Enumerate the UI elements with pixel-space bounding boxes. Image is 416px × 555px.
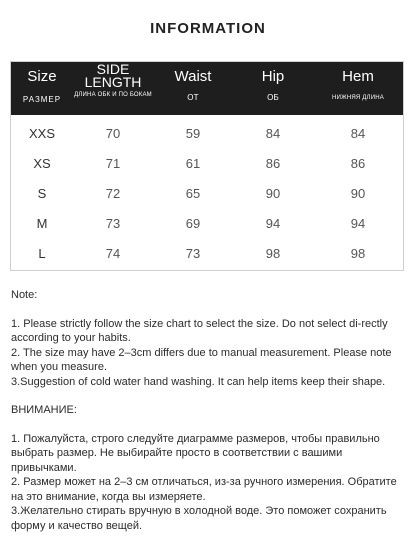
note-item-en: 2. The size may have 2–3cm differs due to manual measurement. Please note when you measure. bbox=[11, 346, 392, 373]
cell-size: XXS bbox=[28, 126, 55, 141]
note-item-ru: 1. Пожалуйста, строго следуйте диаграмме размеров, чтобы правильно выбрать размер. Не выбирайте просто в соответствии с вашими привычками. bbox=[11, 432, 380, 474]
cell-hip: 84 bbox=[265, 126, 281, 141]
note-item-en: 3.Suggestion of cold water hand washing. It can help items keep their shape. bbox=[11, 375, 386, 388]
cell-size: L bbox=[38, 246, 46, 261]
note-heading-en: Note: bbox=[11, 289, 38, 301]
cell-waist: 73 bbox=[185, 246, 201, 261]
header-side-length: SIDE LENGTH ДЛИНА ОБК И ПО БОКАМ bbox=[74, 61, 152, 98]
cell-hip: 94 bbox=[265, 216, 281, 231]
table-row bbox=[11, 180, 403, 207]
page-title: INFORMATION bbox=[150, 20, 266, 37]
notes-section bbox=[11, 288, 409, 533]
cell-side-length: 70 bbox=[105, 126, 121, 141]
note-item-en: 1. Please strictly follow the size chart to select the size. Do not select di-rectly according to your habits. bbox=[11, 317, 388, 344]
header-hip: Hip ОБ bbox=[261, 68, 285, 102]
cell-size: S bbox=[37, 186, 47, 201]
note-item-ru: 2. Размер может на 2–3 см отличаться, из-за ручного измерения. Обратите на это внимание, когда вы измеряете. bbox=[11, 476, 397, 503]
note-heading-ru: ВНИМАНИЕ: bbox=[11, 404, 77, 416]
cell-hip: 86 bbox=[265, 156, 281, 171]
cell-hem: 84 bbox=[350, 126, 366, 141]
cell-side-length: 74 bbox=[105, 246, 121, 261]
note-item-ru: 3.Желательно стирать вручную в холодной воде. Это поможет сохранить форму и качество вещей. bbox=[11, 505, 387, 532]
header-waist: Waist ОТ bbox=[174, 68, 212, 102]
cell-hem: 98 bbox=[350, 246, 366, 261]
table-row bbox=[11, 240, 403, 267]
header-hem: Hem НИЖНЯЯ ДЛИНА bbox=[332, 68, 384, 101]
cell-hem: 86 bbox=[350, 156, 366, 171]
header-size: Size РАЗМЕР bbox=[22, 68, 62, 104]
cell-hip: 90 bbox=[265, 186, 281, 201]
table-row bbox=[11, 150, 403, 177]
cell-side-length: 71 bbox=[105, 156, 121, 171]
cell-side-length: 73 bbox=[105, 216, 121, 231]
size-chart-table bbox=[10, 61, 404, 271]
cell-side-length: 72 bbox=[105, 186, 121, 201]
cell-size: XS bbox=[33, 156, 51, 171]
cell-waist: 61 bbox=[185, 156, 201, 171]
table-row bbox=[11, 120, 403, 147]
table-header bbox=[11, 62, 403, 115]
cell-hem: 90 bbox=[350, 186, 366, 201]
cell-hip: 98 bbox=[265, 246, 281, 261]
cell-waist: 69 bbox=[185, 216, 201, 231]
table-row bbox=[11, 210, 403, 237]
cell-hem: 94 bbox=[350, 216, 366, 231]
cell-waist: 65 bbox=[185, 186, 201, 201]
cell-waist: 59 bbox=[185, 126, 201, 141]
cell-size: M bbox=[36, 216, 48, 231]
